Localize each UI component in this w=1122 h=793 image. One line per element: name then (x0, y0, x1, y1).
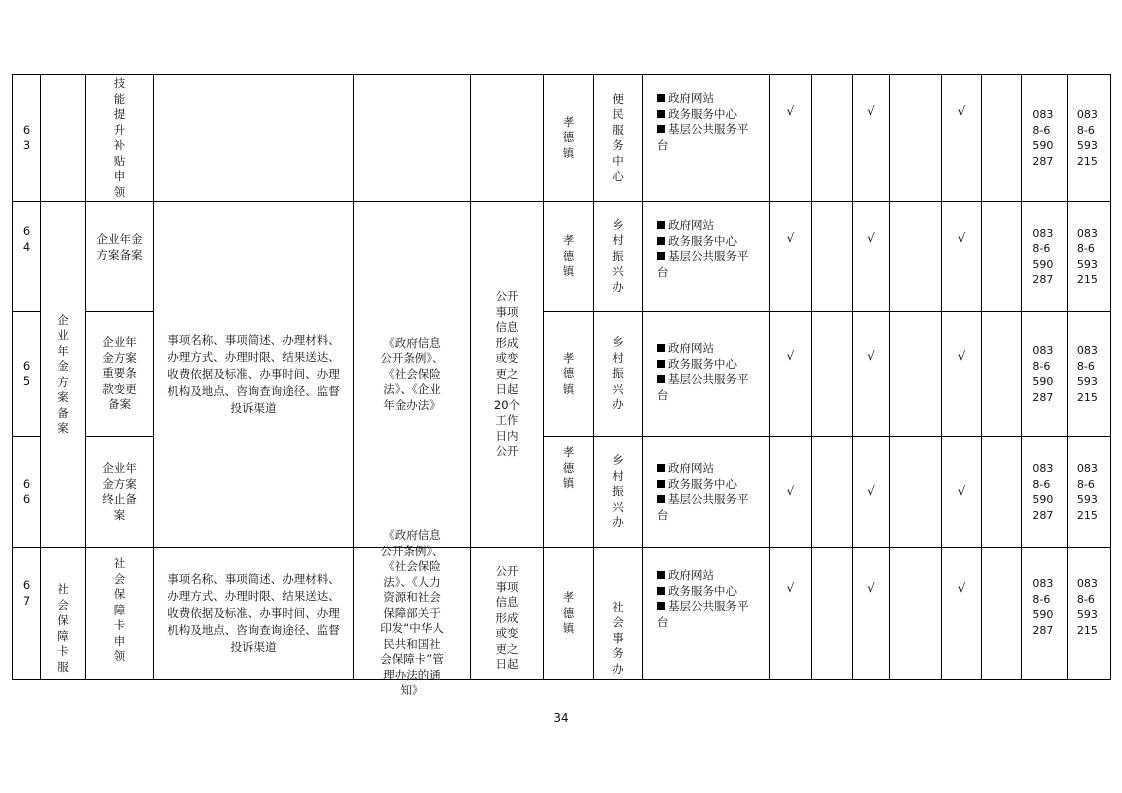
row-64-blank-2 (889, 201, 941, 311)
row-64-town: 孝德镇 (543, 201, 593, 311)
channel-service-center: 政务服务中心 (657, 584, 737, 600)
row-65-number: 65 (12, 311, 40, 436)
card-content: 事项名称、事项简述、办理材料、办理方式、办理时限、结果送达、收费依据及标准、办事时间、办理机构及地点、咨询查询途径、监督投诉渠道 (153, 547, 353, 680)
channel-service-center: 政务服务中心 (657, 107, 737, 123)
row-66-unit: 乡村振兴办 (593, 436, 642, 547)
channel-website: 政府网站 (657, 341, 714, 357)
square-bullet-icon (657, 252, 665, 260)
card-category: 社会保障卡服 (40, 547, 85, 680)
row-63-channels (642, 74, 769, 201)
channel-grassroots-platform: 基层公共服务平 (657, 122, 749, 138)
row-67-check-3: √ (941, 547, 981, 680)
square-bullet-icon (657, 464, 665, 472)
row-67-channels (642, 547, 769, 680)
square-bullet-icon (657, 375, 665, 383)
row-66-check-3: √ (941, 436, 981, 547)
row-67-blank-2 (889, 547, 941, 680)
page-number: 34 (553, 711, 569, 725)
channel-website: 政府网站 (657, 91, 714, 107)
channel-grassroots-platform: 基层公共服务平 (657, 372, 749, 388)
row-63-check-3: √ (941, 74, 981, 201)
row-63-item: 技能提升补贴申领 (85, 74, 153, 201)
channel-website: 政府网站 (657, 461, 714, 477)
channel-service-center: 政务服务中心 (657, 477, 737, 493)
row-66-check-1: √ (769, 436, 811, 547)
row-65-unit: 乡村振兴办 (593, 311, 642, 436)
row-67-unit: 社会事务办 (593, 547, 642, 680)
square-bullet-icon (657, 110, 665, 118)
row-66-blank-3 (981, 436, 1021, 547)
row-65-blank-3 (981, 311, 1021, 436)
row-65-check-1: √ (769, 311, 811, 436)
row-63-town: 孝德镇 (543, 74, 593, 201)
card-basis: 《政府信息公开条例》、《社会保险法》、《人力资源和社会保障部关于印发“中华人民共和国社会保障卡”管理办法的通知》 (353, 547, 470, 680)
square-bullet-icon (657, 237, 665, 245)
row-63-blank-2 (889, 74, 941, 201)
row-66-blank-1 (811, 436, 852, 547)
card-timing: 公开事项信息形成或变更之日起 (470, 547, 543, 680)
row-64-check-1: √ (769, 201, 811, 311)
row-66-town: 孝德镇 (543, 436, 593, 547)
row-63-blank-1 (811, 74, 852, 201)
row-65-channels (642, 311, 769, 436)
row-64-unit: 乡村振兴办 (593, 201, 642, 311)
row-64-number: 64 (12, 201, 40, 311)
square-bullet-icon (657, 587, 665, 595)
row-63-check-2: √ (852, 74, 889, 201)
row-65-blank-1 (811, 311, 852, 436)
row-63-content (153, 74, 353, 201)
channel-service-center: 政务服务中心 (657, 234, 737, 250)
row-67-phone-2: 0838-6593215 (1067, 547, 1111, 680)
row-63-unit: 便民服务中心 (593, 74, 642, 201)
annuity-category: 企业年金方案备案 (40, 201, 85, 547)
annuity-content: 事项名称、事项简述、办理材料、办理方式、办理时限、结果送达、收费依据及标准、办事时间、办理机构及地点、咨询查询途径、监督投诉渠道 (153, 201, 353, 547)
row-66-item: 企业年金方案终止备案 (85, 436, 153, 547)
row-67-phone-1: 0838-6590287 (1021, 547, 1067, 680)
row-66-phone-1: 0838-6590287 (1021, 436, 1067, 547)
row-67-check-1: √ (769, 547, 811, 680)
row-64-blank-3 (981, 201, 1021, 311)
row-66-blank-2 (889, 436, 941, 547)
row-63-check-1: √ (769, 74, 811, 201)
channel-website: 政府网站 (657, 218, 714, 234)
square-bullet-icon (657, 602, 665, 610)
row-64-item: 企业年金方案备案 (85, 201, 153, 311)
channel-grassroots-platform-cont: 台 (657, 614, 669, 629)
channel-grassroots-platform: 基层公共服务平 (657, 249, 749, 265)
row-63-phone-2: 0838-6593215 (1067, 74, 1111, 201)
channel-service-center: 政务服务中心 (657, 357, 737, 373)
channel-website: 政府网站 (657, 568, 714, 584)
row-64-check-2: √ (852, 201, 889, 311)
row-63-number: 63 (12, 74, 40, 201)
square-bullet-icon (657, 125, 665, 133)
row-66-phone-2: 0838-6593215 (1067, 436, 1111, 547)
row-65-town: 孝德镇 (543, 311, 593, 436)
square-bullet-icon (657, 495, 665, 503)
row-64-blank-1 (811, 201, 852, 311)
row-67-check-2: √ (852, 547, 889, 680)
row-63-blank-3 (981, 74, 1021, 201)
channel-grassroots-platform-cont: 台 (657, 507, 669, 522)
channel-grassroots-platform-cont: 台 (657, 137, 669, 152)
annuity-timing: 公开事项信息形成或变更之日起20个工作日内公开 (470, 201, 543, 547)
square-bullet-icon (657, 480, 665, 488)
square-bullet-icon (657, 344, 665, 352)
row-63-category (40, 74, 85, 201)
row-67-blank-3 (981, 547, 1021, 680)
row-65-blank-2 (889, 311, 941, 436)
channel-grassroots-platform: 基层公共服务平 (657, 599, 749, 615)
channel-grassroots-platform: 基层公共服务平 (657, 492, 749, 508)
row-67-town: 孝德镇 (543, 547, 593, 680)
row-63-phone-1: 0838-6590287 (1021, 74, 1067, 201)
row-65-check-2: √ (852, 311, 889, 436)
channel-grassroots-platform-cont: 台 (657, 264, 669, 279)
row-66-check-2: √ (852, 436, 889, 547)
row-63-timing (470, 74, 543, 201)
row-65-phone-2: 0838-6593215 (1067, 311, 1111, 436)
row-65-check-3: √ (941, 311, 981, 436)
annuity-basis: 《政府信息公开条例》、《社会保险法》、《企业年金办法》 (353, 201, 470, 547)
row-67-item: 社会保障卡申领 (85, 547, 153, 680)
row-64-phone-1: 0838-6590287 (1021, 201, 1067, 311)
row-67-number: 67 (12, 547, 40, 680)
row-64-phone-2: 0838-6593215 (1067, 201, 1111, 311)
row-63-basis (353, 74, 470, 201)
square-bullet-icon (657, 221, 665, 229)
channel-grassroots-platform-cont: 台 (657, 387, 669, 402)
square-bullet-icon (657, 571, 665, 579)
row-66-channels (642, 436, 769, 547)
row-64-channels (642, 201, 769, 311)
row-67-blank-1 (811, 547, 852, 680)
square-bullet-icon (657, 94, 665, 102)
row-65-item: 企业年金方案重要条款变更备案 (85, 311, 153, 436)
square-bullet-icon (657, 360, 665, 368)
row-65-phone-1: 0838-6590287 (1021, 311, 1067, 436)
row-64-check-3: √ (941, 201, 981, 311)
row-66-number: 66 (12, 436, 40, 547)
